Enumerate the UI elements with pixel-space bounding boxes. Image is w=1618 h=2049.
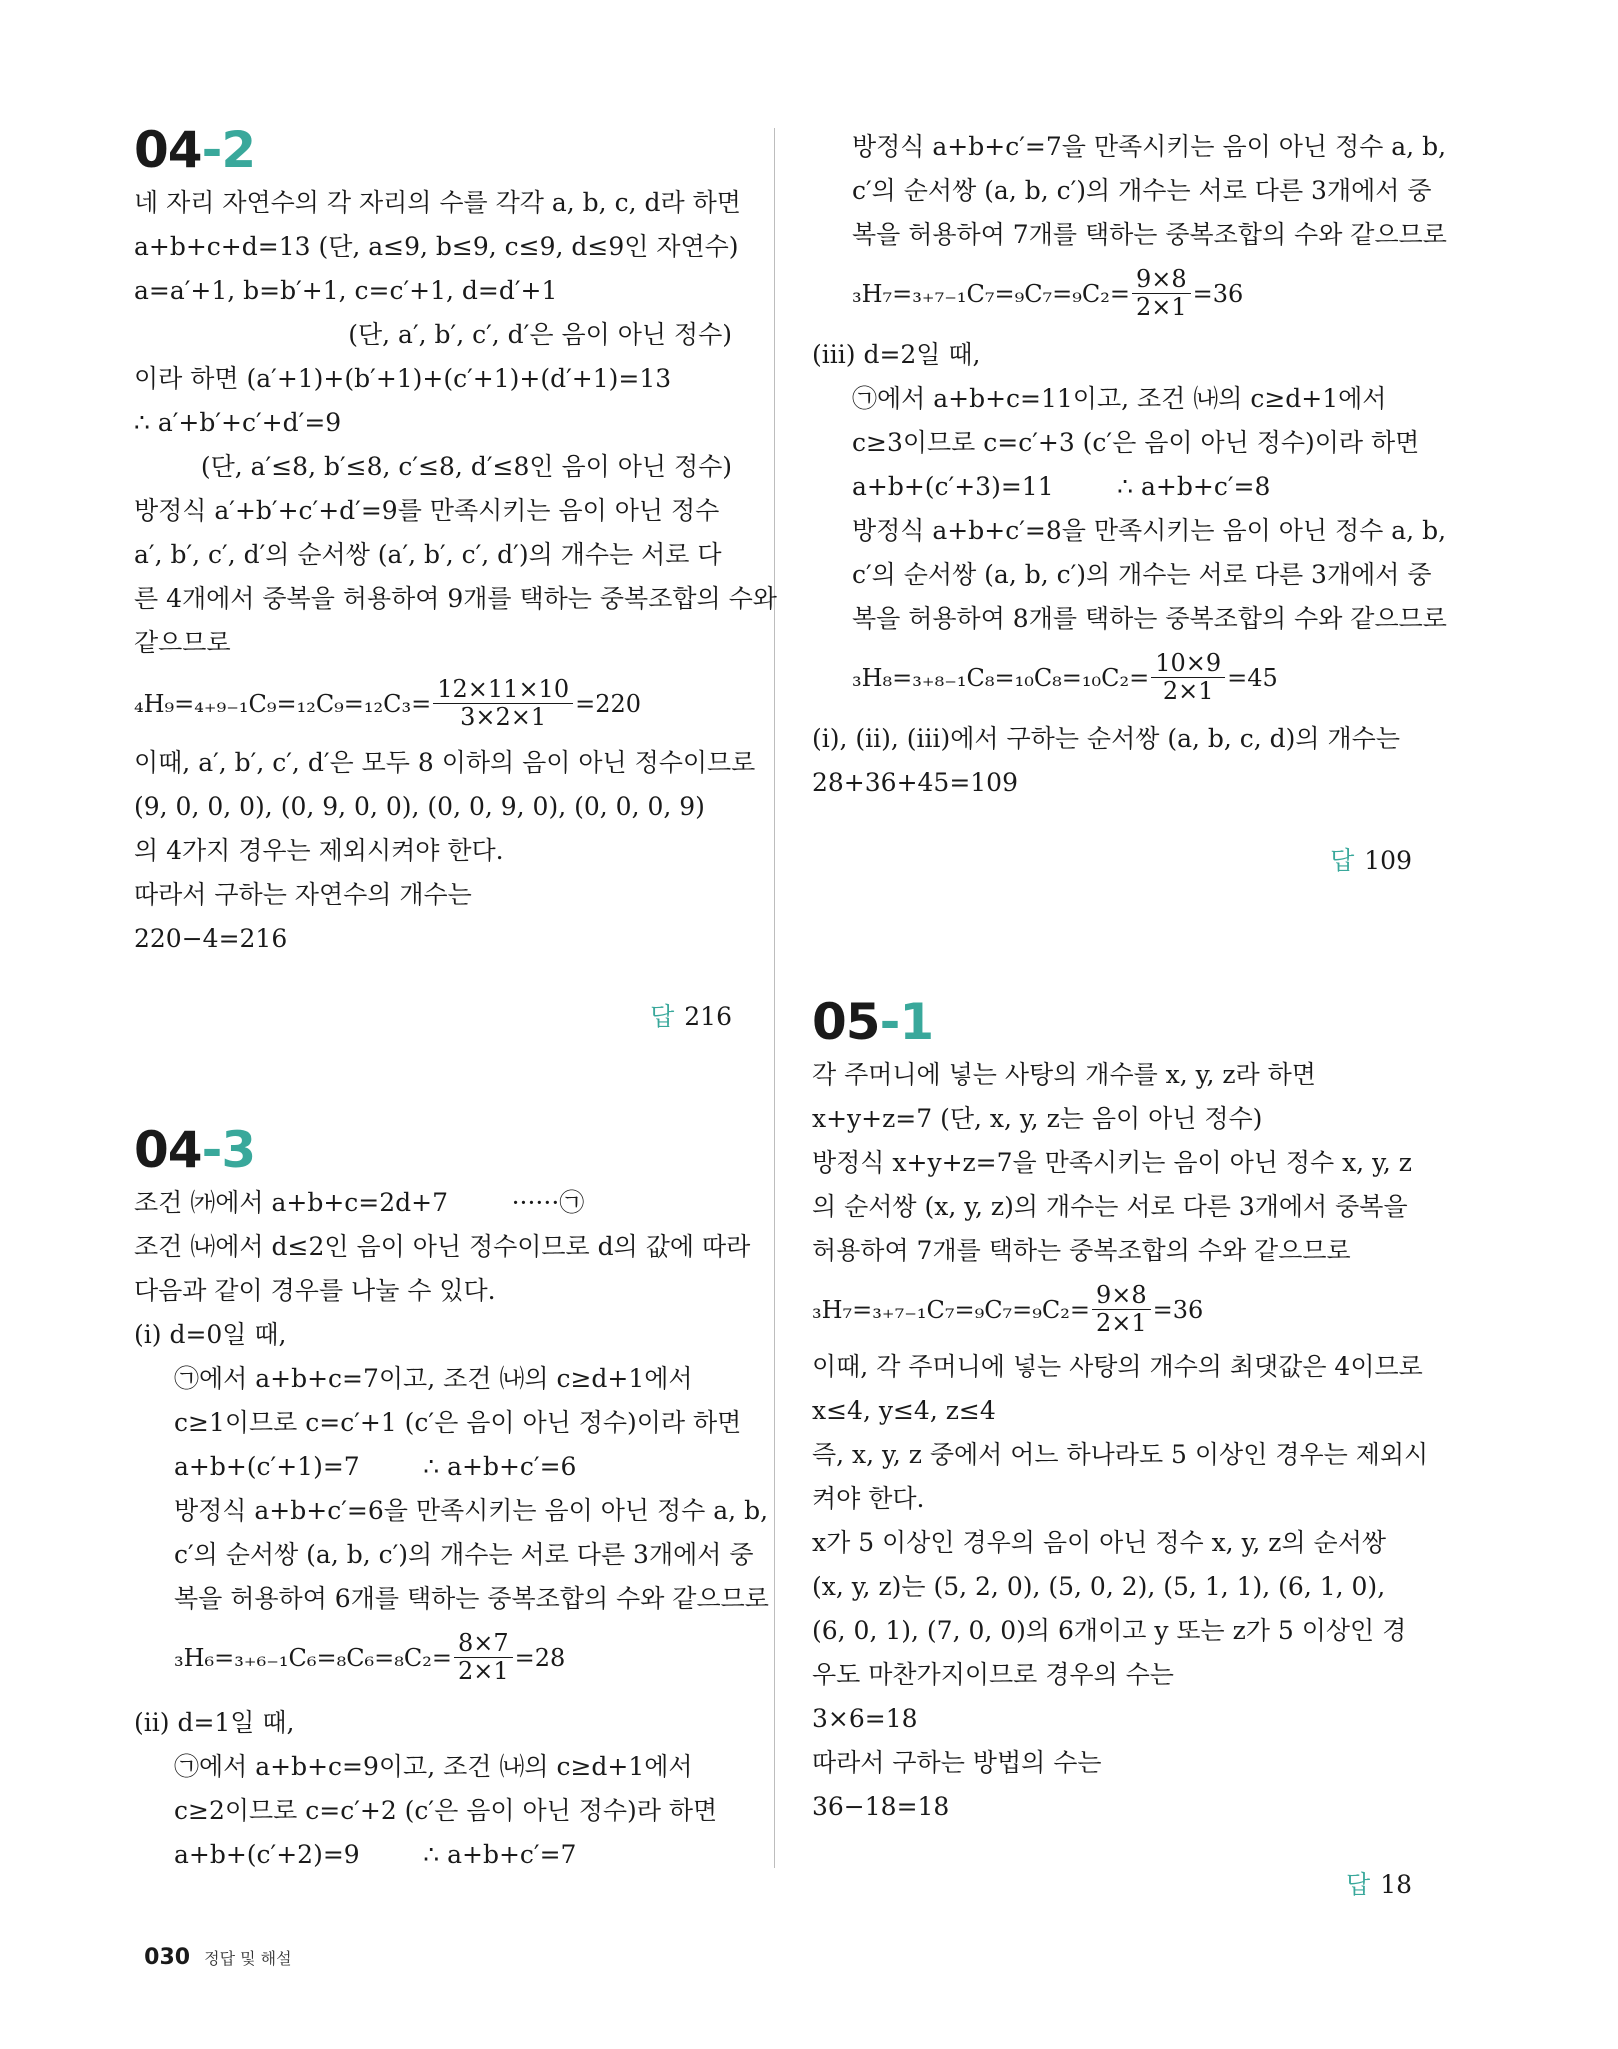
case-heading: (ⅲ) d=2일 때, [812,340,981,369]
text-line: ㉠에서 a+b+c=11이고, 조건 ㈏의 c≥d+1에서 [852,384,1387,413]
heading-number: 05 [812,993,880,1051]
text-line: 방정식 a+b+c′=8을 만족시키는 음이 아닌 정수 a, b, [852,516,1447,545]
text-line: a+b+(c′+2)=9 ∴ a+b+c′=7 [174,1840,577,1869]
text-line: c′의 순서쌍 (a, b, c′)의 개수는 서로 다른 3개에서 중 [852,560,1432,589]
text-line: 허용하여 7개를 택하는 중복조합의 수와 같으므로 [812,1236,1351,1265]
text-line: 3×6=18 [812,1704,918,1733]
fraction [1132,266,1191,321]
fraction-denominator: 3×2×1 [460,703,547,731]
heading-sub: 1 [899,993,934,1051]
text-line: 른 4개에서 중복을 허용하여 9개를 택하는 중복조합의 수와 [134,584,777,613]
text-line: 36−18=18 [812,1792,950,1821]
fraction [1092,1282,1151,1337]
text-line: 의 순서쌍 (x, y, z)의 개수는 서로 다른 3개에서 중복을 [812,1192,1408,1221]
column-divider [774,128,775,1868]
text-line: (단, a′≤8, b′≤8, c′≤8, d′≤8인 음이 아닌 정수) [200,452,732,481]
text-line: 복을 허용하여 8개를 택하는 중복조합의 수와 같으므로 [852,604,1447,633]
text-line: 조건 ㈎에서 a+b+c=2d+7 ······㉠ [134,1188,585,1217]
case-heading: (ⅱ) d=1일 때, [134,1708,295,1737]
fraction-denominator: 2×1 [1136,293,1187,321]
text-line: 복을 허용하여 7개를 택하는 중복조합의 수와 같으므로 [852,220,1447,249]
heading-number: 04 [134,1121,202,1179]
fraction [1151,650,1225,705]
fraction-denominator: 2×1 [458,1657,509,1685]
text-line: 220−4=216 [134,924,288,953]
problem-heading-04-2 [134,122,255,178]
text-line: a′, b′, c′, d′의 순서쌍 (a′, b′, c′, d′)의 개수는 서로 다 [134,540,722,569]
heading-number: 04 [134,121,202,179]
text-line: c′의 순서쌍 (a, b, c′)의 개수는 서로 다른 3개에서 중 [174,1540,754,1569]
text-line: (6, 0, 1), (7, 0, 0)의 6개이고 y 또는 z가 5 이상인 경 [812,1616,1407,1645]
text-line: 즉, x, y, z 중에서 어느 하나라도 5 이상인 경우는 제외시 [812,1440,1429,1469]
fraction-numerator: 9×8 [1132,266,1191,294]
answer-value: 18 [1380,1870,1412,1899]
text-line: (ⅰ), (ⅱ), (ⅲ)에서 구하는 순서쌍 (a, b, c, d)의 개수는 [812,724,1400,753]
text-line: a+b+c+d=13 (단, a≤9, b≤9, c≤9, d≤9인 자연수) [134,232,739,261]
text-line: 켜야 한다. [812,1484,925,1513]
text-line: 조건 ㈏에서 d≤2인 음이 아닌 정수이므로 d의 값에 따라 [134,1232,751,1261]
text-line: (9, 0, 0, 0), (0, 9, 0, 0), (0, 0, 9, 0), (0, 0, 0, 9) [134,792,705,821]
problem-heading-04-3 [134,1122,255,1178]
heading-sub: 3 [221,1121,256,1179]
formula-rhs: =36 [1192,279,1244,308]
answer-label: 답 [1346,1870,1371,1899]
case-heading: (ⅰ) d=0일 때, [134,1320,287,1349]
answer-label: 답 [1330,846,1355,875]
fraction-numerator: 12×11×10 [433,676,573,704]
text-line: 다음과 같이 경우를 나눌 수 있다. [134,1276,496,1305]
text-line: c≥1이므로 c=c′+1 (c′은 음이 아닌 정수)이라 하면 [174,1408,742,1437]
text-line: 각 주머니에 넣는 사탕의 개수를 x, y, z라 하면 [812,1060,1316,1089]
heading-dash: - [201,121,222,179]
text-line: c′의 순서쌍 (a, b, c′)의 개수는 서로 다른 3개에서 중 [852,176,1432,205]
formula-rhs: =220 [575,689,642,718]
text-line: 이때, 각 주머니에 넣는 사탕의 개수의 최댓값은 4이므로 [812,1352,1423,1381]
fraction-numerator: 10×9 [1151,650,1225,678]
formula-combination [852,266,1243,321]
answer-label: 답 [650,1002,675,1031]
formula-combination [134,676,641,731]
heading-dash: - [879,993,900,1051]
fraction-denominator: 2×1 [1096,1309,1147,1337]
text-line: 방정식 a′+b′+c′+d′=9를 만족시키는 음이 아닌 정수 [134,496,720,525]
text-line: ∴ a′+b′+c′+d′=9 [134,408,342,437]
text-line: 우도 마찬가지이므로 경우의 수는 [812,1660,1174,1689]
answer-value: 109 [1364,846,1412,875]
formula-lhs: ₃H₇=₃₊₇₋₁C₇=₉C₇=₉C₂= [812,1295,1091,1324]
text-line: x≤4, y≤4, z≤4 [812,1396,996,1425]
formula-lhs: ₃H₇=₃₊₇₋₁C₇=₉C₇=₉C₂= [852,279,1131,308]
answer-value: 216 [684,1002,732,1031]
text-line: x+y+z=7 (단, x, y, z는 음이 아닌 정수) [812,1104,1263,1133]
formula-combination [812,1282,1203,1337]
text-line: 의 4가지 경우는 제외시켜야 한다. [134,836,504,865]
formula-rhs: =45 [1227,663,1278,692]
text-line: 방정식 a+b+c′=6을 만족시키는 음이 아닌 정수 a, b, [174,1496,769,1525]
heading-sub: 2 [221,121,256,179]
answer [618,966,732,1068]
text-line: ㉠에서 a+b+c=9이고, 조건 ㈏의 c≥d+1에서 [174,1752,693,1781]
fraction-numerator: 9×8 [1092,1282,1151,1310]
text-line: c≥2이므로 c=c′+2 (c′은 음이 아닌 정수)라 하면 [174,1796,718,1825]
formula-rhs: =36 [1152,1295,1204,1324]
heading-dash: - [201,1121,222,1179]
text-line: (x, y, z)는 (5, 2, 0), (5, 0, 2), (5, 1, 1), (6, 1, 0), [812,1572,1386,1601]
fraction-denominator: 2×1 [1162,677,1214,705]
problem-heading-05-1 [812,994,933,1050]
fraction-numerator: 8×7 [454,1630,513,1658]
text-line: 따라서 구하는 자연수의 개수는 [134,880,472,909]
answer [1314,1834,1412,1936]
formula-combination [174,1630,565,1685]
text-line: 네 자리 자연수의 각 자리의 수를 각각 a, b, c, d라 하면 [134,188,741,217]
text-line: a=a′+1, b=b′+1, c=c′+1, d=d′+1 [134,276,558,305]
text-line: x가 5 이상인 경우의 음이 아닌 정수 x, y, z의 순서쌍 [812,1528,1386,1557]
formula-rhs: =28 [514,1643,566,1672]
formula-lhs: ₄H₉=₄₊₉₋₁C₉=₁₂C₉=₁₂C₃= [134,689,432,718]
text-line: ㉠에서 a+b+c=7이고, 조건 ㈏의 c≥d+1에서 [174,1364,693,1393]
fraction [454,1630,513,1685]
text-line: 방정식 x+y+z=7을 만족시키는 음이 아닌 정수 x, y, z [812,1148,1412,1177]
text-line: a+b+(c′+1)=7 ∴ a+b+c′=6 [174,1452,577,1481]
fraction [433,676,573,731]
text-line: c≥3이므로 c=c′+3 (c′은 음이 아닌 정수)이라 하면 [852,428,1420,457]
text-line: (단, a′, b′, c′, d′은 음이 아닌 정수) [348,320,732,349]
formula-combination [852,650,1278,705]
answer [1298,810,1412,912]
text-line: 같으므로 [134,628,231,657]
formula-lhs: ₃H₆=₃₊₆₋₁C₆=₈C₆=₈C₂= [174,1643,453,1672]
page-footer [134,1926,292,1970]
page-number: 030 [144,1945,191,1970]
text-line: 이라 하면 (a′+1)+(b′+1)+(c′+1)+(d′+1)=13 [134,364,672,393]
text-line: 이때, a′, b′, c′, d′은 모두 8 이하의 음이 아닌 정수이므로 [134,748,756,777]
text-line: 복을 허용하여 6개를 택하는 중복조합의 수와 같으므로 [174,1584,769,1613]
text-line: 따라서 구하는 방법의 수는 [812,1748,1102,1777]
formula-lhs: ₃H₈=₃₊₈₋₁C₈=₁₀C₈=₁₀C₂= [852,663,1150,692]
text-line: 28+36+45=109 [812,768,1018,797]
page-title: 정답 및 해설 [204,1949,292,1968]
text-line: a+b+(c′+3)=11 ∴ a+b+c′=8 [852,472,1271,501]
text-line: 방정식 a+b+c′=7을 만족시키는 음이 아닌 정수 a, b, [852,132,1447,161]
